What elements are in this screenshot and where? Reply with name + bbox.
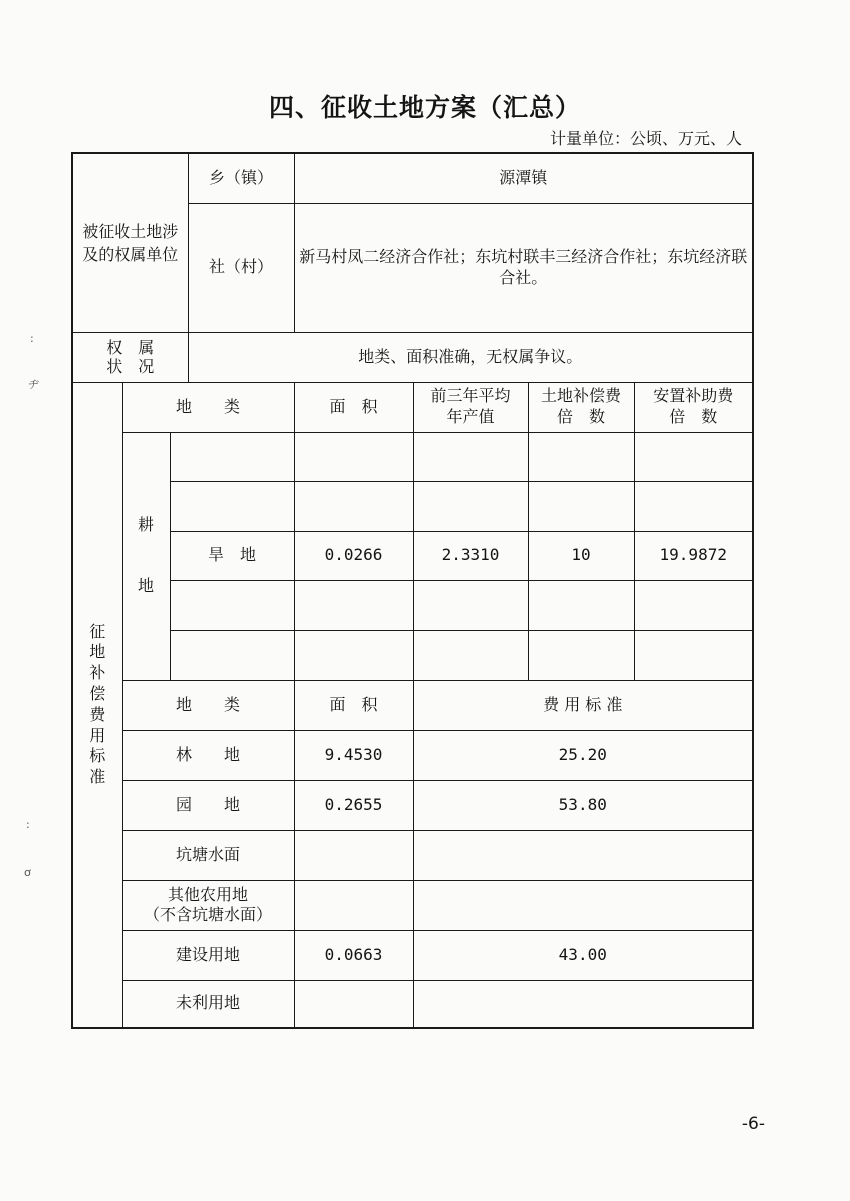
table-row: [72, 930, 753, 980]
arable-avg-output: 2.3310: [413, 531, 528, 580]
arable-land-multiple: [528, 481, 634, 531]
other-header-area: 面 积: [294, 680, 413, 730]
other-area: [294, 830, 413, 880]
arable-avg-output: [413, 481, 528, 531]
other-area: 0.0663: [294, 930, 413, 980]
arable-type: 旱 地: [170, 531, 294, 580]
margin-mark: ヂ: [28, 378, 39, 391]
page-title: 四、征收土地方案（汇总）: [268, 93, 581, 122]
other-header-land-type: 地 类: [122, 680, 294, 730]
other-type: 林 地: [122, 730, 294, 780]
ownership-status-label: [72, 332, 188, 382]
other-type: 其他农用地 （不含坑塘水面）: [122, 880, 294, 930]
other-area: 9.4530: [294, 730, 413, 780]
arable-area: [294, 481, 413, 531]
measurement-unit: 计量单位：公顷、万元、人: [549, 129, 742, 148]
table-row: [72, 630, 753, 680]
other-type: 园 地: [122, 780, 294, 830]
arable-resettle-multiple: [634, 580, 753, 630]
land-acquisition-summary-table: [71, 152, 754, 1029]
other-standard: 43.00: [413, 930, 753, 980]
arable-type: [170, 481, 294, 531]
arable-resettle-multiple: [634, 481, 753, 531]
other-area: [294, 880, 413, 930]
arable-header-area: 面 积: [294, 382, 413, 432]
arable-header-avg-output: 前三年平均 年产值: [413, 382, 528, 432]
other-type: 建设用地: [122, 930, 294, 980]
table-row: [72, 880, 753, 930]
arable-header-land-comp: 土地补偿费 倍 数: [528, 382, 634, 432]
arable-type: [170, 630, 294, 680]
table-row: [72, 780, 753, 830]
compensation-section-label: 征 地 补 偿 费 用 标 准: [72, 382, 122, 1028]
ownership-status-label-line2: 状 况: [106, 357, 155, 376]
arable-land-multiple: [528, 630, 634, 680]
arable-area: [294, 630, 413, 680]
other-header-row: [72, 680, 753, 730]
margin-mark: :: [30, 332, 34, 345]
margin-mark: ơ: [24, 866, 31, 879]
other-standard: 53.80: [413, 780, 753, 830]
arable-land-multiple: 10: [528, 531, 634, 580]
ownership-status-label-line1: 权 属: [106, 337, 155, 357]
arable-resettle-multiple: [634, 432, 753, 481]
table-row: [72, 980, 753, 1028]
table-row: [72, 481, 753, 531]
arable-avg-output: [413, 580, 528, 630]
village-value: 新马村凤二经济合作社；东坑村联丰三经济合作社；东坑经济联合社。: [294, 203, 753, 332]
other-standard: 25.20: [413, 730, 753, 780]
arable-label: 耕 地: [122, 432, 170, 680]
arable-avg-output: [413, 432, 528, 481]
other-type: 未利用地: [122, 980, 294, 1028]
arable-header-land-type: 地 类: [122, 382, 294, 432]
other-standard: [413, 830, 753, 880]
arable-avg-output: [413, 630, 528, 680]
arable-land-multiple: [528, 432, 634, 481]
ownership-status-row: [72, 332, 753, 382]
page-number: -6-: [741, 1114, 765, 1134]
ownership-status-value: 地类、面积准确，无权属争议。: [188, 332, 753, 382]
other-header-standard: 费 用 标 准: [413, 680, 753, 730]
arable-header-resettle: 安置补助费 倍 数: [634, 382, 753, 432]
margin-mark: :: [26, 818, 30, 831]
arable-land-multiple: [528, 580, 634, 630]
arable-resettle-multiple: 19.9872: [634, 531, 753, 580]
table-row: [72, 730, 753, 780]
arable-type: [170, 432, 294, 481]
other-standard: [413, 980, 753, 1028]
other-area: 0.2655: [294, 780, 413, 830]
ownership-unit-label: 被征收土地涉及的权属单位: [72, 153, 188, 332]
table-row: [72, 531, 753, 580]
township-row: [72, 153, 753, 203]
township-value: 源潭镇: [294, 153, 753, 203]
other-area: [294, 980, 413, 1028]
other-standard: [413, 880, 753, 930]
arable-area: 0.0266: [294, 531, 413, 580]
table-row: [72, 432, 753, 481]
village-label: 社（村）: [188, 203, 294, 332]
arable-header-row: [72, 382, 753, 432]
township-label: 乡（镇）: [188, 153, 294, 203]
table-row: [72, 580, 753, 630]
arable-resettle-multiple: [634, 630, 753, 680]
arable-area: [294, 432, 413, 481]
other-type: 坑塘水面: [122, 830, 294, 880]
arable-type: [170, 580, 294, 630]
table-row: [72, 830, 753, 880]
arable-area: [294, 580, 413, 630]
